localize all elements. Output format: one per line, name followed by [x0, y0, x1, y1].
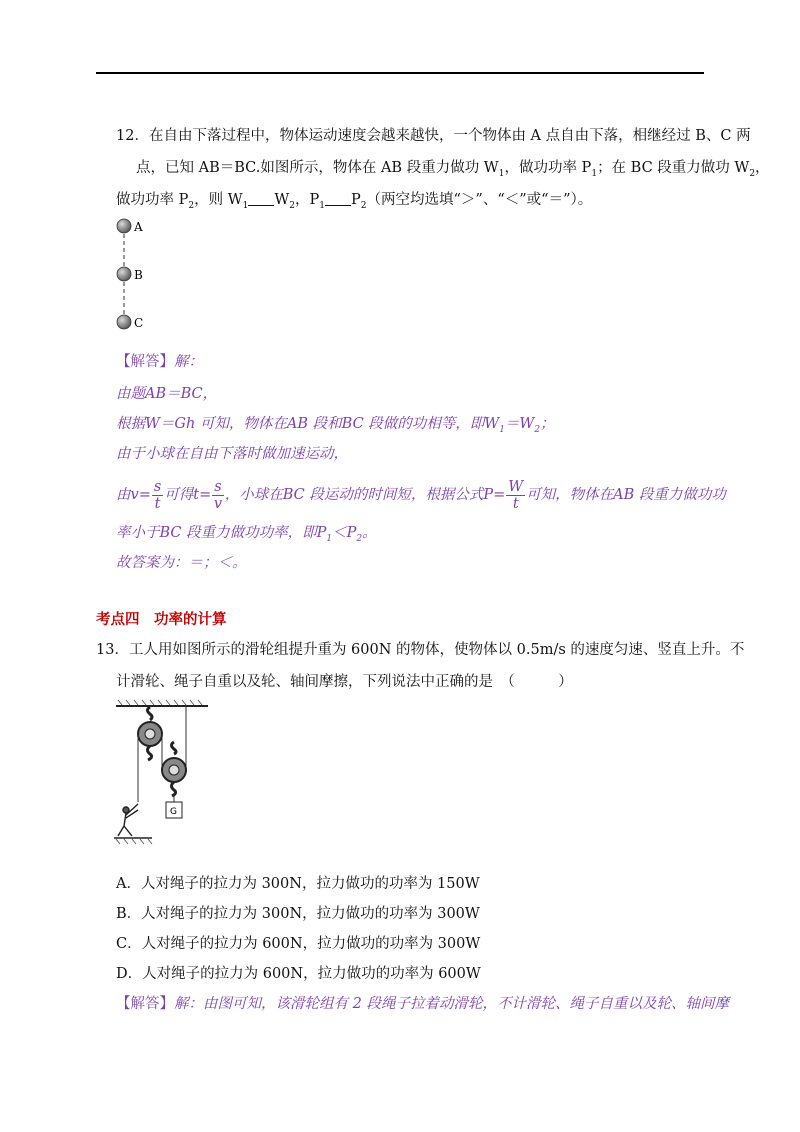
label-a: A: [134, 220, 143, 234]
pulley-figure: [112, 698, 222, 846]
weight-label: G: [170, 807, 177, 817]
ans12-l6: 故答案为：＝；＜。: [116, 555, 247, 571]
ans12-head: 【解答】解：: [116, 354, 203, 370]
header-rule: [96, 72, 704, 74]
answer-blank-2[interactable]: [325, 191, 351, 206]
fraction-s-over-t: $\frac{s}{t}$: [153, 478, 162, 512]
label-c: C: [134, 316, 144, 330]
fraction-w-over-t: $\frac{W}{t}$: [508, 478, 524, 512]
ans13-line: 【解答】解：由图可知，该滑轮组有 2 段绳子拉着动滑轮，不计滑轮、绳子自重以及轮、轴间摩: [116, 996, 729, 1012]
ans12-l2: 根据W＝Gh 可知，物体在AB 段和BC 段做的功相等，即$W_1=W_2$；: [116, 416, 555, 435]
falling-ball-figure: [110, 214, 170, 334]
ans12-l5: 率小于BC 段重力做功功率，即$P_1<P_2$。: [116, 525, 377, 544]
answer-blank-1[interactable]: [248, 191, 274, 206]
worker-figure: [118, 804, 138, 836]
option-c[interactable]: C．人对绳子的拉力为 600N，拉力做功的功率为 300W: [116, 936, 481, 952]
ball-a: [117, 219, 131, 233]
ans12-l1: 由题AB＝BC，: [116, 386, 218, 402]
option-a[interactable]: A．人对绳子的拉力为 300N，拉力做功的功率为 150W: [116, 876, 480, 892]
option-d[interactable]: D．人对绳子的拉力为 600N，拉力做功的功率为 600W: [116, 966, 481, 982]
section-heading: 考点四 功率的计算: [96, 611, 227, 628]
q12-line1: 12．在自由下落过程中，物体运动速度会越来越快，一个物体由 A 点自由下落，相继经过 B、C 两: [116, 128, 751, 144]
ball-b: [117, 267, 131, 281]
q13-line1: 13．工人用如图所示的滑轮组提升重为 600N 的物体，使物体以 0.5m/s 的速度匀速、竖直上升。不: [96, 642, 745, 658]
q12-line3: 做功功率 $P_2$，则 $W_1$ $W_2$，$P_1$ $P_2$（两空均选填“＞”、“＜”或“＝”）。: [116, 192, 593, 211]
fraction-s-over-v: $\frac{s}{v}$: [213, 478, 223, 512]
ans12-l3: 由于小球在自由下落时做加速运动，: [116, 446, 348, 462]
option-b[interactable]: B．人对绳子的拉力为 300N，拉力做功的功率为 300W: [116, 906, 480, 922]
ball-c: [117, 315, 131, 329]
label-b: B: [134, 268, 143, 282]
q12-line2: 点，已知 AB＝BC.如图所示，物体在 AB 段重力做功 $W_1$，做功功率 $P_1$；在 BC 段重力做功 $W_2$，: [136, 160, 770, 179]
ans12-l4: 由v= $\frac{s}{t}$ 可得t= $\frac{s}{v}$ ，小球在BC 段运动的时间短，根据公式P= $\frac{W}{t}$ 可知，物体在AB 段重力做功功: [116, 478, 726, 512]
q13-line2: 计滑轮、绳子自重以及轮、轴间摩擦，下列说法中正确的是 （ ）: [116, 674, 573, 690]
